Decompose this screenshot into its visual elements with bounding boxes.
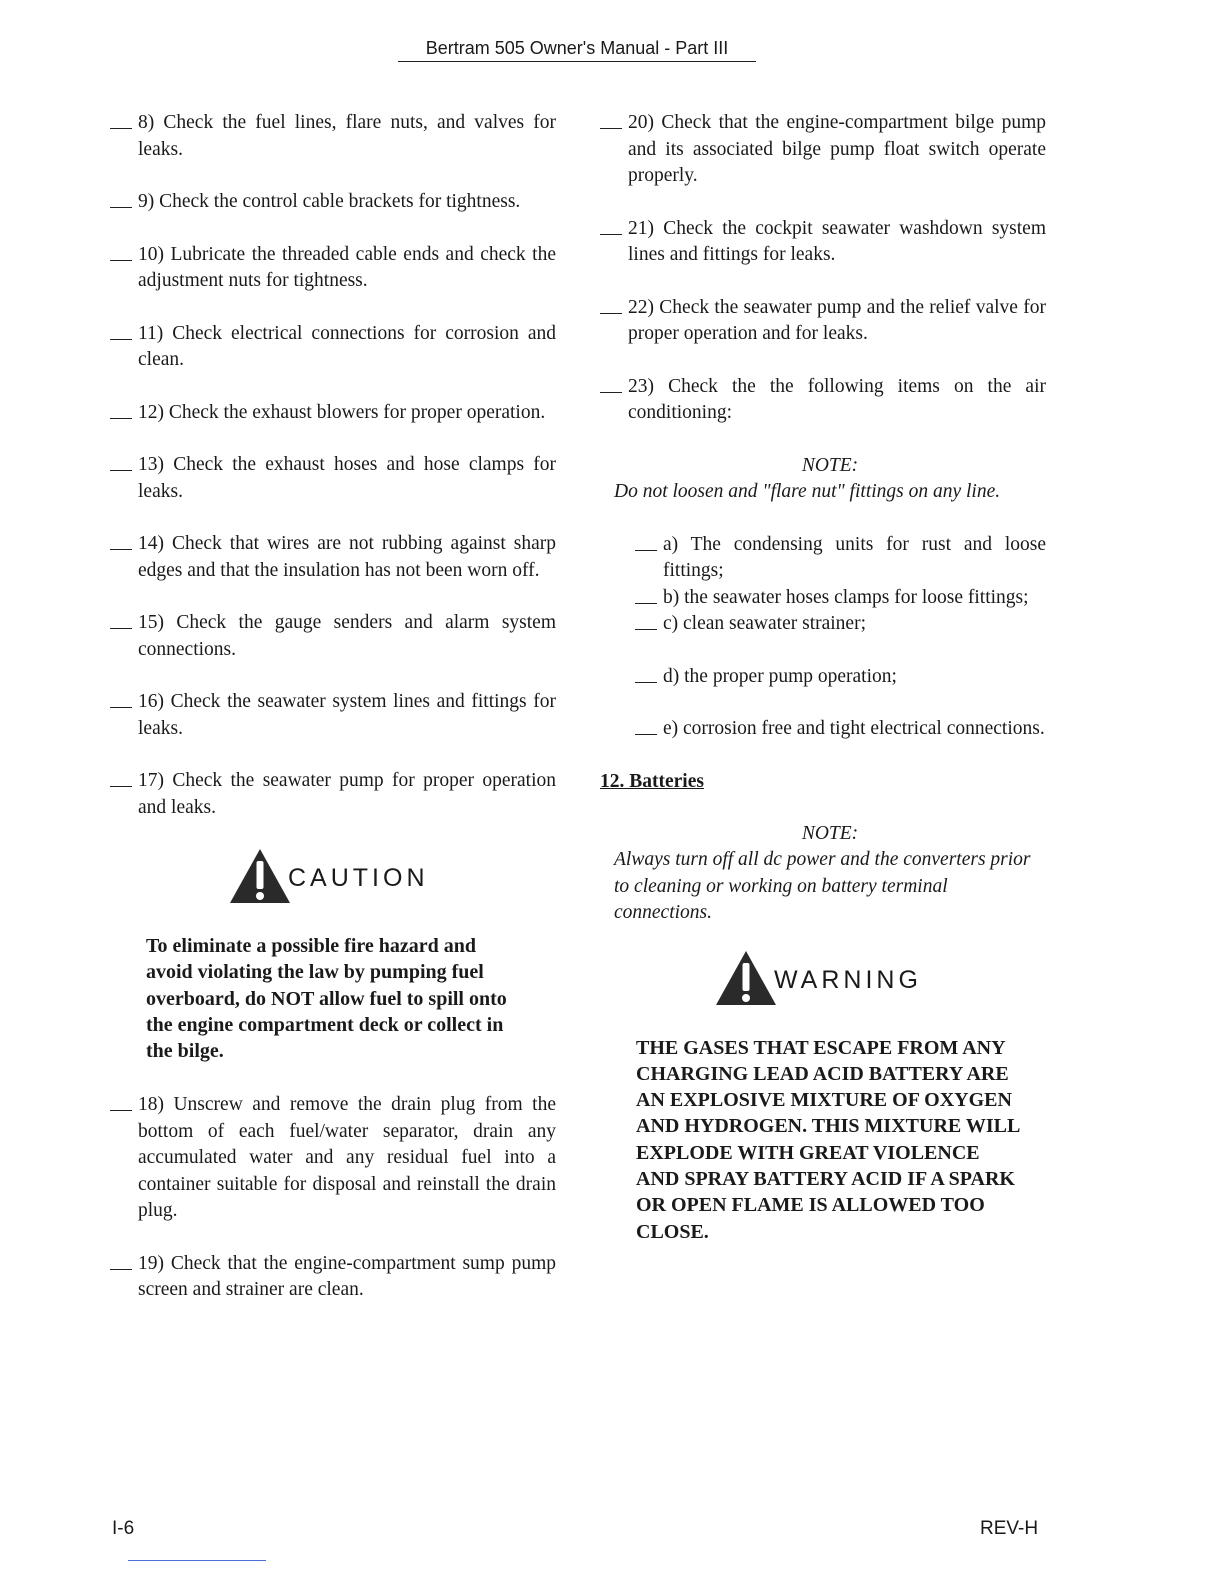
- section-heading-batteries: 12. Batteries: [600, 770, 704, 792]
- subitem-d: d) the proper pump operation;: [635, 664, 1046, 691]
- checklist-item-19: 19) Check that the engine-compartment sump pump screen and strainer are clean.: [110, 1251, 556, 1304]
- caution-text: To eliminate a possible fire hazard and avoid violating the law by pumping fuel overboard, do NOT allow fuel to spill onto the engine compartment deck or collect in the bilge.: [146, 935, 507, 1063]
- checkbox-blank[interactable]: [110, 452, 132, 471]
- checklist-item-9: 9) Check the control cable brackets for tightness.: [110, 189, 556, 216]
- checkbox-blank[interactable]: [635, 532, 657, 551]
- link-underline: [128, 1560, 266, 1561]
- right-column: [600, 110, 1046, 1245]
- checkbox-blank[interactable]: [110, 110, 132, 129]
- checklist-item-16: 16) Check the seawater system lines and fittings for leaks.: [110, 689, 556, 742]
- page-number: I-6: [112, 1518, 135, 1539]
- checkbox-blank[interactable]: [635, 585, 657, 604]
- checkbox-blank[interactable]: [635, 611, 657, 630]
- checkbox-blank[interactable]: [110, 400, 132, 419]
- checklist-item-11: 11) Check electrical connections for corrosion and clean.: [110, 321, 556, 374]
- page-header: Bertram 505 Owner's Manual - Part III: [398, 36, 756, 62]
- checkbox-blank[interactable]: [600, 110, 622, 129]
- warning-label: WARNING: [774, 965, 922, 994]
- checkbox-blank[interactable]: [110, 1092, 132, 1111]
- checkbox-blank[interactable]: [600, 216, 622, 235]
- checklist-item-22: 22) Check the seawater pump and the relief valve for proper operation and for leaks.: [600, 295, 1046, 348]
- checkbox-blank[interactable]: [110, 321, 132, 340]
- warning-heading: [714, 949, 1046, 1007]
- checklist-item-14: 14) Check that wires are not rubbing against sharp edges and that the insulation has not been worn off.: [110, 531, 556, 584]
- note-batteries: [614, 821, 1046, 927]
- checkbox-blank[interactable]: [635, 716, 657, 735]
- note-title: NOTE:: [801, 454, 859, 476]
- caution-triangle-icon: [228, 847, 292, 905]
- checkbox-blank[interactable]: [110, 189, 132, 208]
- checklist-item-12: 12) Check the exhaust blowers for proper operation.: [110, 400, 556, 427]
- warning-text: THE GASES THAT ESCAPE FROM ANY CHARGING LEAD ACID BATTERY ARE AN EXPLOSIVE MIXTURE OF OXYGEN AND HYDROGEN. THIS MIXTURE WILL EXPLODE WITH GREAT VIOLENCE AND SPRAY BATTERY ACID IF A SPARK OR OPEN FLAME IS ALLOWED TOO CLOSE.: [636, 1036, 1020, 1243]
- checklist-item-23: 23) Check the the following items on the air conditioning:: [600, 374, 1046, 427]
- checklist-item-13: 13) Check the exhaust hoses and hose clamps for leaks.: [110, 452, 556, 505]
- left-column: [110, 110, 556, 1304]
- checkbox-blank[interactable]: [110, 242, 132, 261]
- subitem-c: c) clean seawater strainer;: [635, 611, 1046, 638]
- subitem-a: a) The condensing units for rust and loose fittings;: [635, 532, 1046, 585]
- note-air-conditioning: [614, 453, 1046, 506]
- checkbox-blank[interactable]: [600, 374, 622, 393]
- checklist-item-8: 8) Check the fuel lines, flare nuts, and valves for leaks.: [110, 110, 556, 163]
- subitem-b: b) the seawater hoses clamps for loose fittings;: [635, 585, 1046, 612]
- note-text: Always turn off all dc power and the converters prior to cleaning or working on battery terminal connections.: [614, 849, 1031, 923]
- checklist-item-17: 17) Check the seawater pump for proper operation and leaks.: [110, 768, 556, 821]
- checkbox-blank[interactable]: [110, 768, 132, 787]
- checklist-item-15: 15) Check the gauge senders and alarm system connections.: [110, 610, 556, 663]
- checkbox-blank[interactable]: [110, 531, 132, 550]
- warning-triangle-icon: [714, 949, 778, 1007]
- checkbox-blank[interactable]: [600, 295, 622, 314]
- checkbox-blank[interactable]: [110, 1251, 132, 1270]
- note-text: Do not loosen and "flare nut" fittings on any line.: [614, 481, 1001, 502]
- checkbox-blank[interactable]: [110, 610, 132, 629]
- caution-label: CAUTION: [288, 864, 429, 892]
- subitem-e: e) corrosion free and tight electrical connections.: [635, 716, 1046, 743]
- revision-label: REV-H: [980, 1518, 1039, 1539]
- checklist-item-21: 21) Check the cockpit seawater washdown system lines and fittings for leaks.: [600, 216, 1046, 269]
- checkbox-blank[interactable]: [110, 689, 132, 708]
- checkbox-blank[interactable]: [635, 664, 657, 683]
- checklist-item-18: 18) Unscrew and remove the drain plug from the bottom of each fuel/water separator, drain any accumulated water and any residual fuel into a container suitable for disposal and reinstall the drain plug.: [110, 1092, 556, 1225]
- caution-heading: [228, 847, 556, 905]
- checklist-item-10: 10) Lubricate the threaded cable ends and check the adjustment nuts for tightness.: [110, 242, 556, 295]
- checklist-item-20: 20) Check that the engine-compartment bilge pump and its associated bilge pump float switch operate properly.: [600, 110, 1046, 190]
- note-title: NOTE:: [801, 822, 859, 844]
